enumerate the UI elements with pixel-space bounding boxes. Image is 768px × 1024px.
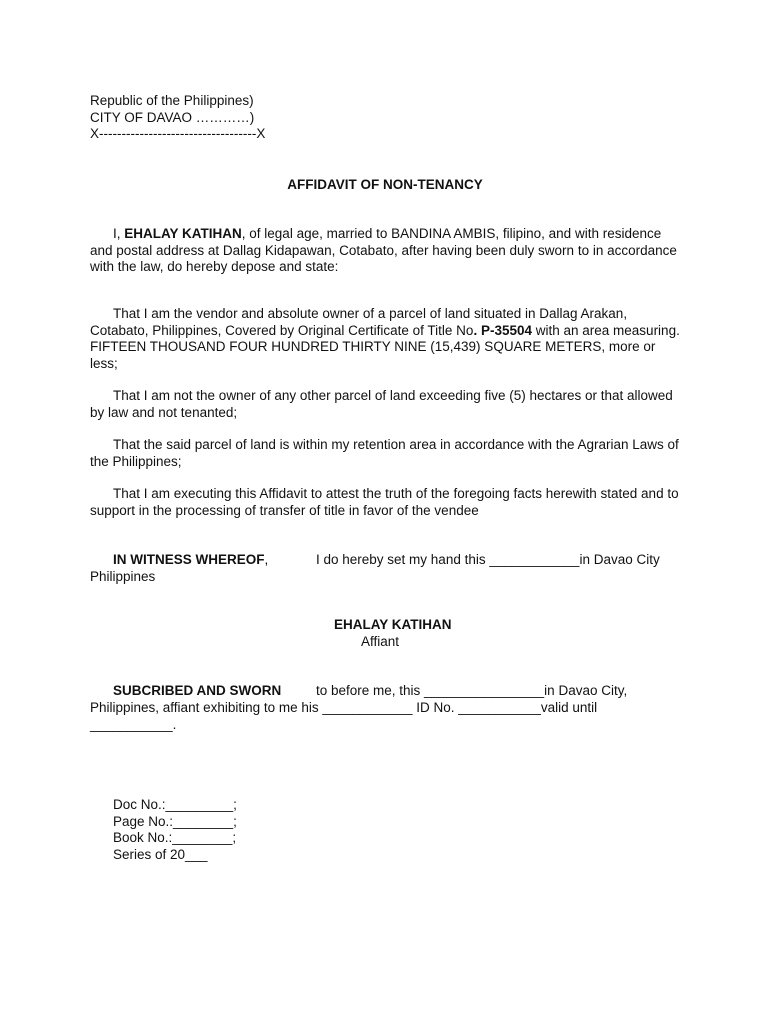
signature-name xyxy=(334,617,452,634)
intro-paragraph xyxy=(90,226,680,276)
signature-role: Affiant xyxy=(361,634,400,649)
venue-line-city: CITY OF DAVAO …………) xyxy=(90,109,255,125)
jurat-line2: Philippines, affiant exhibiting to me his ____________ ID No. ___________valid until xyxy=(90,700,598,715)
para1-pre: That I am the vendor and absolute owner of a parcel of land situated in Dallag Arakan, Cotabato, Philippines, Covered by Original Certificate of Title No xyxy=(90,306,628,338)
venue-line-separator: X-----------------------------------X xyxy=(90,126,266,141)
intro-post: , of legal age, married to BANDINA AMBIS, filipino, and with residence and postal address at Dallag Kidapawan, Cotabato, after having been duly sworn to in accordance with the law, do hereby depose and state: xyxy=(90,226,677,274)
notary-doc-no: Doc No.:_________; xyxy=(113,797,237,812)
title-number: . P-35504 xyxy=(473,322,532,338)
witness-text: I do hereby set my hand this ____________in Davao City xyxy=(316,552,660,567)
signature-name-text: EHALAY KATIHAN xyxy=(334,617,452,632)
paragraph-no-other-land: That I am not the owner of any other parcel of land exceeding five (5) hectares or that allowed by law and not tenanted; xyxy=(90,388,673,420)
notary-page-no: Page No.:________; xyxy=(113,813,237,829)
jurat-heading xyxy=(113,683,281,700)
witness-heading xyxy=(113,552,268,569)
document-title xyxy=(90,177,680,194)
affiant-name: EHALAY KATIHAN xyxy=(124,226,242,241)
witness-line2: Philippines xyxy=(90,569,156,584)
paragraph-ownership xyxy=(90,306,680,372)
jurat-line3: ___________. xyxy=(90,717,177,732)
intro-pre: I, xyxy=(113,226,125,241)
notary-book-no: Book No.:________; xyxy=(113,830,237,845)
jurat-bold: SUBCRIBED AND SWORN xyxy=(113,683,282,698)
jurat-text: to before me, this ________________in Davao City, xyxy=(316,683,628,698)
paragraph-purpose: That I am executing this Affidavit to attest the truth of the foregoing facts herewith stated and to support in the processing of transfer of title in favor of the vendee xyxy=(90,486,679,518)
venue-header xyxy=(90,93,265,143)
para1-post: with an area measuring. FIFTEEN THOUSAND FOUR HUNDRED THIRTY NINE (15,439) SQUARE METERS, more or less; xyxy=(90,322,680,371)
venue-line-republic: Republic of the Philippines) xyxy=(90,93,254,108)
notary-entries xyxy=(113,797,237,863)
witness-comma: , xyxy=(264,552,269,567)
witness-bold: IN WITNESS WHEREOF xyxy=(113,552,265,567)
title-text: AFFIDAVIT OF NON-TENANCY xyxy=(287,177,483,192)
notary-series: Series of 20___ xyxy=(113,846,208,862)
paragraph-retention-area: That the said parcel of land is within my retention area in accordance with the Agrarian Laws of the Philippines; xyxy=(90,437,679,469)
